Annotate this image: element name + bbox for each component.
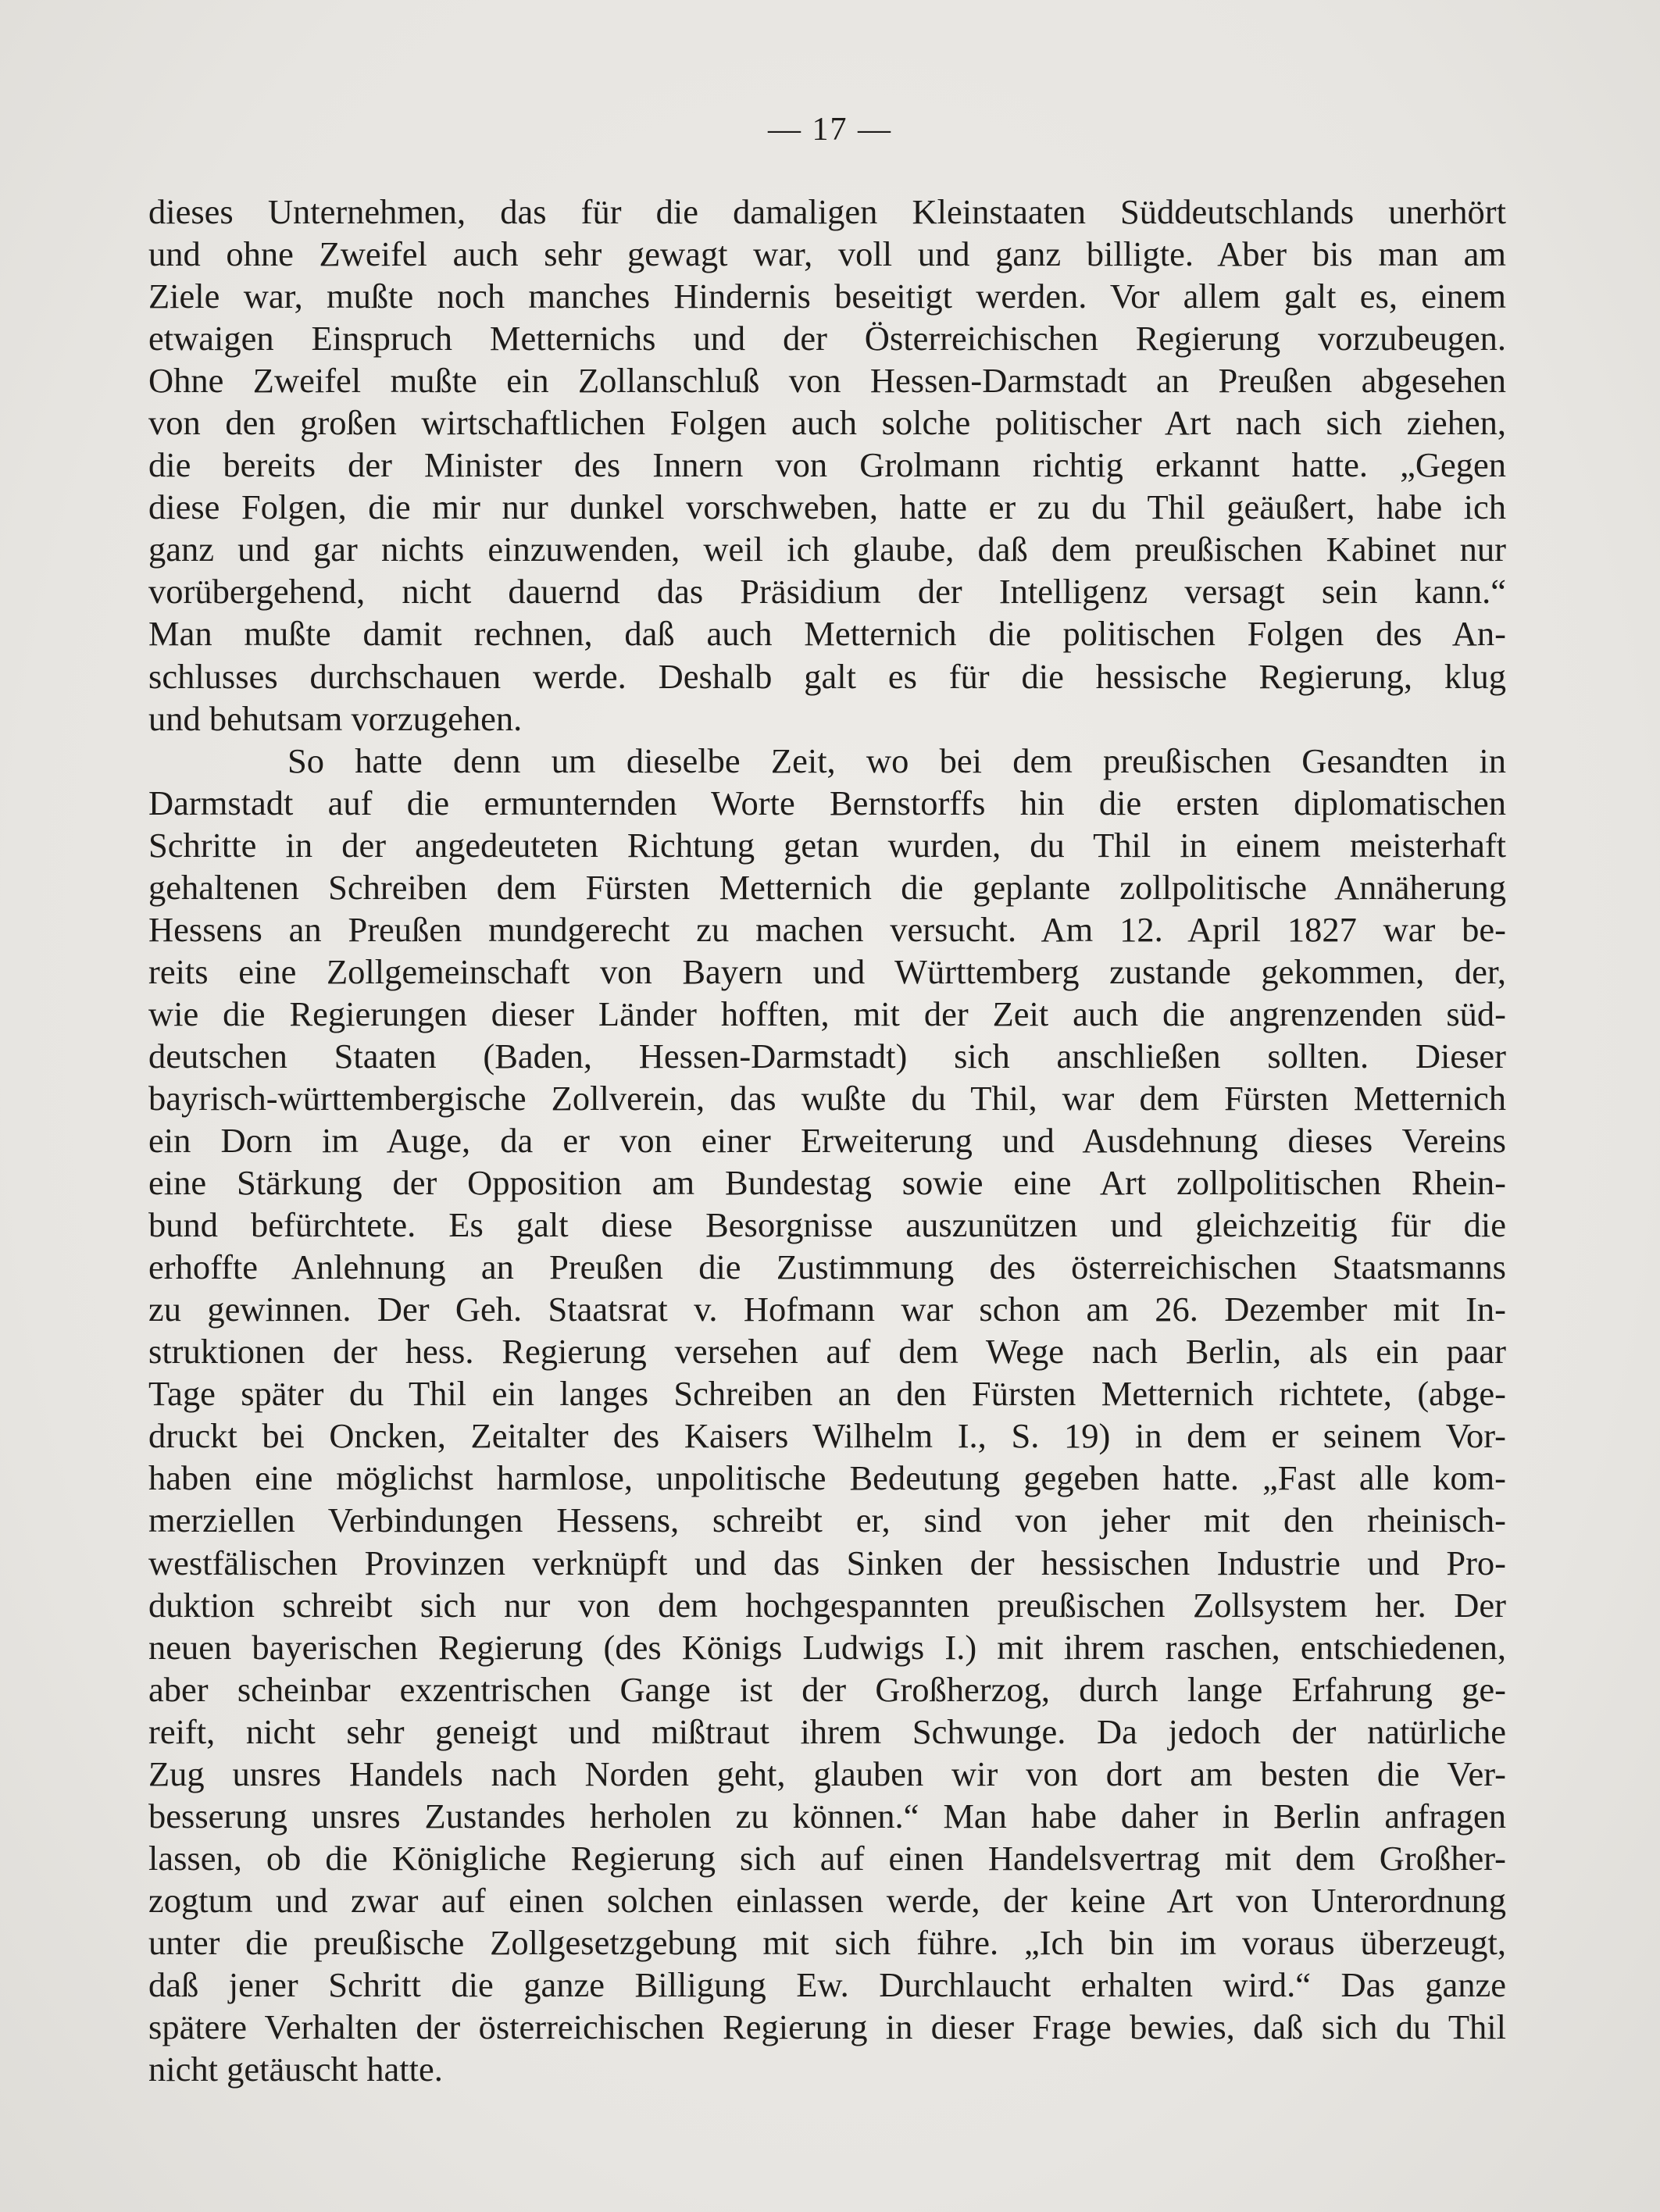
text-line: gehaltenen Schreiben dem Fürsten Metternich die geplante zollpolitische Annäherung — [148, 867, 1506, 907]
text-line: Zug unsres Handels nach Norden geht, glauben wir von dort am besten die Ver- — [148, 1754, 1506, 1793]
text-line: etwaigen Einspruch Metternichs und der Österreichischen Regierung vorzubeugen. — [148, 319, 1506, 359]
text-line: Hessens an Preußen mundgerecht zu machen versucht. Am 12. April 1827 war be- — [148, 909, 1506, 949]
text-line: lassen, ob die Königliche Regierung sich auf einen Handelsvertrag mit dem Großher- — [148, 1838, 1506, 1878]
text-line: spätere Verhalten der österreichischen Regierung in dieser Frage bewies, daß sich du Thil — [148, 2007, 1506, 2047]
text-line: reift, nicht sehr geneigt und mißtraut ihrem Schwunge. Da jedoch der natürliche — [148, 1711, 1506, 1751]
text-line: ganz und gar nichts einzuwenden, weil ich glaube, daß dem preußischen Kabinet nur — [148, 530, 1506, 569]
text-line: Ziele war, mußte noch manches Hindernis beseitigt werden. Vor allem galt es, einem — [148, 276, 1506, 316]
text-line: eine Stärkung der Opposition am Bundestag sowie eine Art zollpolitischen Rhein- — [148, 1163, 1506, 1203]
text-line: reits eine Zollgemeinschaft von Bayern und Württemberg zustande gekommen, der, — [148, 951, 1506, 991]
text-line: Ohne Zweifel mußte ein Zollanschluß von Hessen-Darmstadt an Preußen abgesehen — [148, 361, 1506, 401]
body-text — [148, 191, 1506, 2090]
text-line: diese Folgen, die mir nur dunkel vorschweben, hatte er zu du Thil geäußert, habe ich — [148, 487, 1506, 527]
text-line: daß jener Schritt die ganze Billigung Ew. Durchlaucht erhalten wird.“ Das ganze — [148, 1964, 1506, 2004]
text-line: ein Dorn im Auge, da er von einer Erweiterung und Ausdehnung dieses Vereins — [148, 1121, 1506, 1161]
text-line: merziellen Verbindungen Hessens, schreibt er, sind von jeher mit den rheinisch- — [148, 1500, 1506, 1540]
text-line: schlusses durchschauen werde. Deshalb galt es für die hessische Regierung, klug — [148, 656, 1506, 696]
text-line: die bereits der Minister des Innern von Grolmann richtig erkannt hatte. „Gegen — [148, 445, 1506, 485]
text-line: druckt bei Oncken, Zeitalter des Kaisers Wilhelm I., S. 19) in dem er seinem Vor- — [148, 1416, 1506, 1456]
text-line: haben eine möglichst harmlose, unpolitische Bedeutung gegeben hatte. „Fast alle kom- — [148, 1458, 1506, 1498]
text-line: erhoffte Anlehnung an Preußen die Zustimmung des österreichischen Staatsmanns — [148, 1247, 1506, 1287]
page-number: — 17 — — [768, 112, 892, 148]
text-line: und ohne Zweifel auch sehr gewagt war, voll und ganz billigte. Aber bis man am — [148, 234, 1506, 274]
text-line: von den großen wirtschaftlichen Folgen auch solche politischer Art nach sich ziehen, — [148, 403, 1506, 443]
text-line: vorübergehend, nicht dauernd das Präsidium der Intelligenz versagt sein kann.“ — [148, 572, 1506, 612]
text-line: deutschen Staaten (Baden, Hessen-Darmstadt) sich anschließen sollten. Dieser — [148, 1036, 1506, 1076]
text-line: Man mußte damit rechnen, daß auch Metternich die politischen Folgen des An- — [148, 614, 1506, 654]
text-line: bayrisch-württembergische Zollverein, das wußte du Thil, war dem Fürsten Metternich — [148, 1078, 1506, 1118]
text-line: struktionen der hess. Regierung versehen auf dem Wege nach Berlin, als ein paar — [148, 1332, 1506, 1372]
text-line: wie die Regierungen dieser Länder hofften, mit der Zeit auch die angrenzenden süd- — [148, 994, 1506, 1033]
text-line: Schritte in der angedeuteten Richtung getan wurden, du Thil in einem meisterhaft — [148, 825, 1506, 865]
text-line: Tage später du Thil ein langes Schreiben an den Fürsten Metternich richtete, (abge- — [148, 1374, 1506, 1414]
text-line: Darmstadt auf die ermunternden Worte Bernstorffs hin die ersten diplomatischen — [148, 783, 1506, 822]
text-line: besserung unsres Zustandes herholen zu können.“ Man habe daher in Berlin anfragen — [148, 1796, 1506, 1836]
text-line: bund befürchtete. Es galt diese Besorgnisse auszunützen und gleichzeitig für die — [148, 1205, 1506, 1245]
text-line: zogtum und zwar auf einen solchen einlassen werde, der keine Art von Unterordnung — [148, 1880, 1506, 1920]
text-line: duktion schreibt sich nur von dem hochgespannten preußischen Zollsystem her. Der — [148, 1585, 1506, 1625]
paragraph-start-line: So hatte denn um dieselbe Zeit, wo bei dem preußischen Gesandten in — [287, 740, 1506, 780]
paragraph-end-line: nicht getäuscht hatte. — [148, 2050, 443, 2089]
text-line: aber scheinbar exzentrischen Gange ist der Großherzog, durch lange Erfahrung ge- — [148, 1669, 1506, 1709]
text-line: westfälischen Provinzen verknüpft und das Sinken der hessischen Industrie und Pro- — [148, 1543, 1506, 1582]
paragraph-end-line: und behutsam vorzugehen. — [148, 698, 523, 738]
text-line: neuen bayerischen Regierung (des Königs Ludwigs I.) mit ihrem raschen, entschiedenen, — [148, 1627, 1506, 1667]
text-line: unter die preußische Zollgesetzgebung mit sich führe. „Ich bin im voraus überzeugt, — [148, 1922, 1506, 1962]
text-line: dieses Unternehmen, das für die damaligen Kleinstaaten Süddeutschlands unerhört — [148, 192, 1506, 231]
text-line: zu gewinnen. Der Geh. Staatsrat v. Hofmann war schon am 26. Dezember mit In- — [148, 1290, 1506, 1329]
